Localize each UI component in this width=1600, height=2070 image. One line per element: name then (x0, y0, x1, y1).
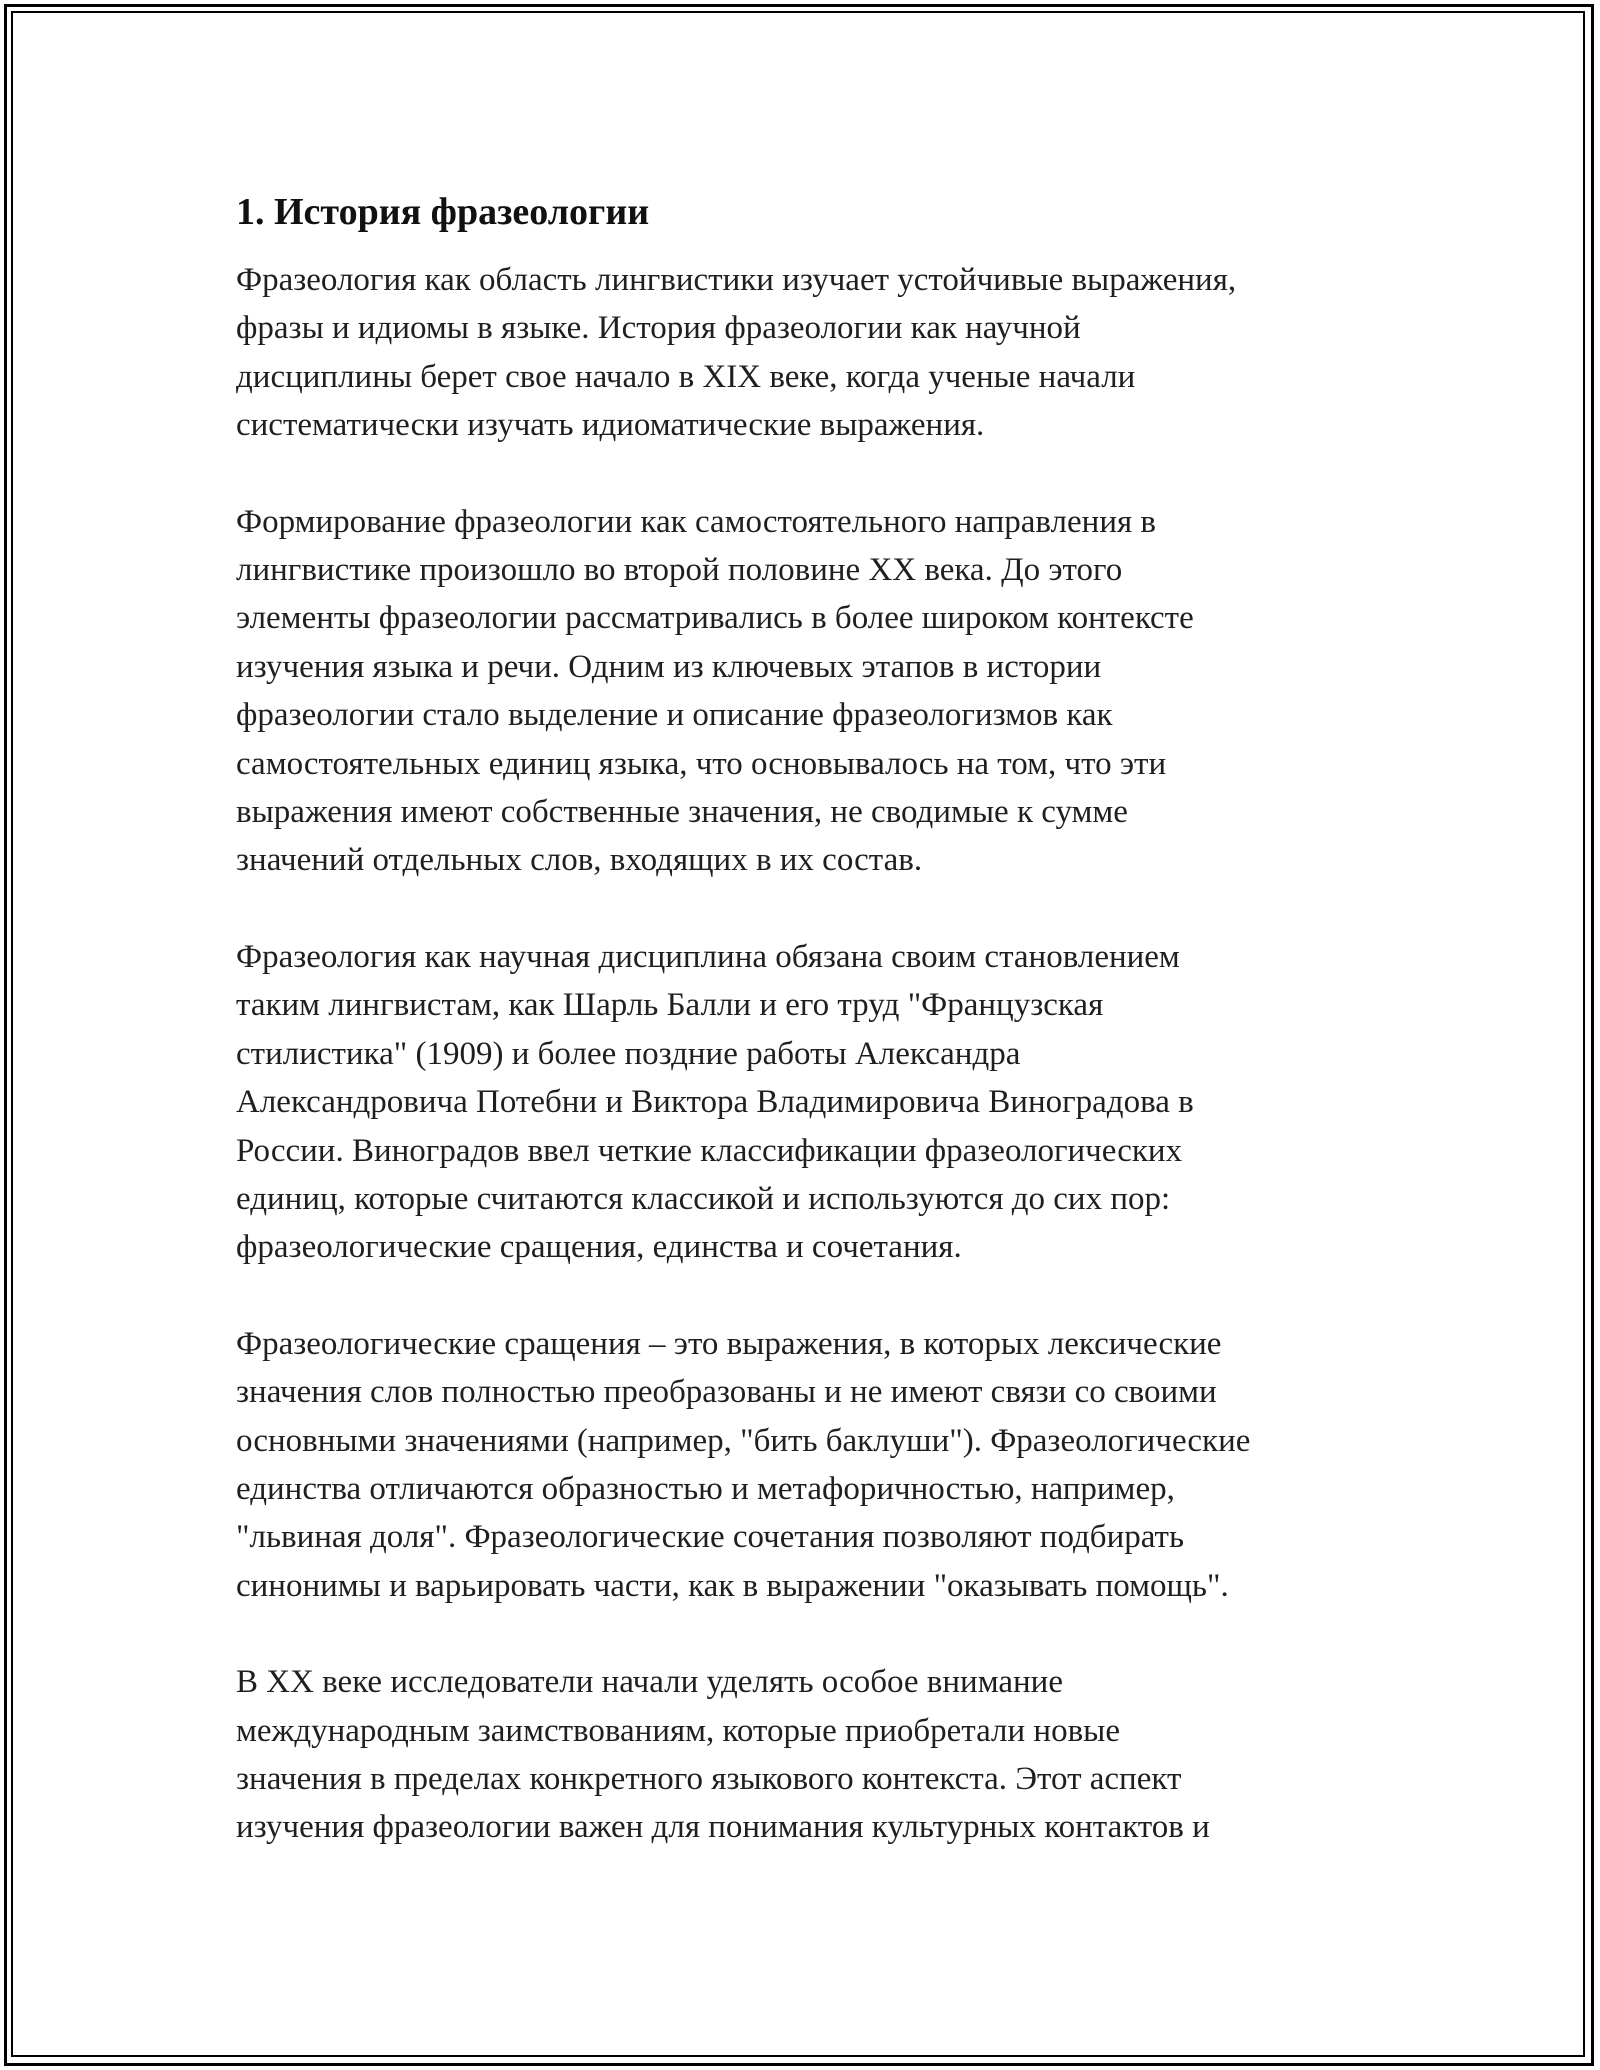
text-line: дисциплины берет свое начало в XIX веке, когда ученые начали (236, 358, 1136, 395)
text-line: изучения фразеологии важен для понимания культурных контактов и (236, 1809, 1210, 1846)
text-line: систематически изучать идиоматические выражения. (236, 407, 985, 444)
text-line: элементы фразеологии рассматривались в более широком контексте (236, 600, 1194, 637)
text-line: изучения языка и речи. Одним из ключевых этапов в истории (236, 648, 1102, 685)
document-page (236, 186, 1376, 1900)
text-line: "львиная доля". Фразеологические сочетания позволяют подбирать (236, 1519, 1184, 1556)
text-line: В XX веке исследователи начали уделять особое внимание (236, 1664, 1063, 1701)
paragraph-4 (236, 1320, 1376, 1610)
text-line: стилистика" (1909) и более поздние работы Александра (236, 1035, 1021, 1072)
text-line: значения слов полностью преобразованы и не имеют связи со своими (236, 1374, 1217, 1411)
text-line: единиц, которые считаются классикой и используются до сих пор: (236, 1180, 1171, 1217)
paragraph-3 (236, 933, 1376, 1272)
text-line: Александровича Потебни и Виктора Владимировича Виноградова в (236, 1084, 1194, 1121)
text-line: основными значениями (например, "бить баклуши"). Фразеологические (236, 1422, 1251, 1459)
text-line: значения в пределах конкретного языкового контекста. Этот аспект (236, 1760, 1182, 1797)
text-line: таким лингвистам, как Шарль Балли и его труд "Французская (236, 987, 1104, 1024)
text-line: международным заимствованиям, которые приобретали новые (236, 1712, 1120, 1749)
paragraph-2 (236, 498, 1376, 885)
text-line: самостоятельных единиц языка, что основывалось на том, что эти (236, 745, 1167, 782)
text-line: значений отдельных слов, входящих в их состав. (236, 842, 923, 879)
text-line: лингвистике произошло во второй половине XX века. До этого (236, 552, 1123, 589)
text-line: России. Виноградов ввел четкие классификации фразеологических (236, 1132, 1183, 1169)
text-line: фразы и идиомы в языке. История фразеологии как научной (236, 310, 1081, 347)
text-line: Формирование фразеологии как самостоятельного направления в (236, 503, 1157, 540)
paragraph-1 (236, 256, 1376, 450)
text-line: единства отличаются образностью и метафоричностью, например, (236, 1470, 1175, 1507)
paragraph-5 (236, 1658, 1376, 1852)
text-line: Фразеология как область лингвистики изучает устойчивые выражения, (236, 262, 1237, 298)
text-line: синонимы и варьировать части, как в выражении "оказывать помощь". (236, 1567, 1229, 1604)
document-body (236, 256, 1376, 1852)
text-line: фразеологические сращения, единства и сочетания. (236, 1229, 962, 1266)
section-heading: 1. История фразеологии (236, 191, 650, 233)
text-line: Фразеология как научная дисциплина обязана своим становлением (236, 938, 1180, 975)
text-line: фразеологии стало выделение и описание фразеологизмов как (236, 697, 1113, 734)
text-line: выражения имеют собственные значения, не сводимые к сумме (236, 794, 1128, 831)
text-line: Фразеологические сращения – это выражения, в которых лексические (236, 1325, 1222, 1362)
